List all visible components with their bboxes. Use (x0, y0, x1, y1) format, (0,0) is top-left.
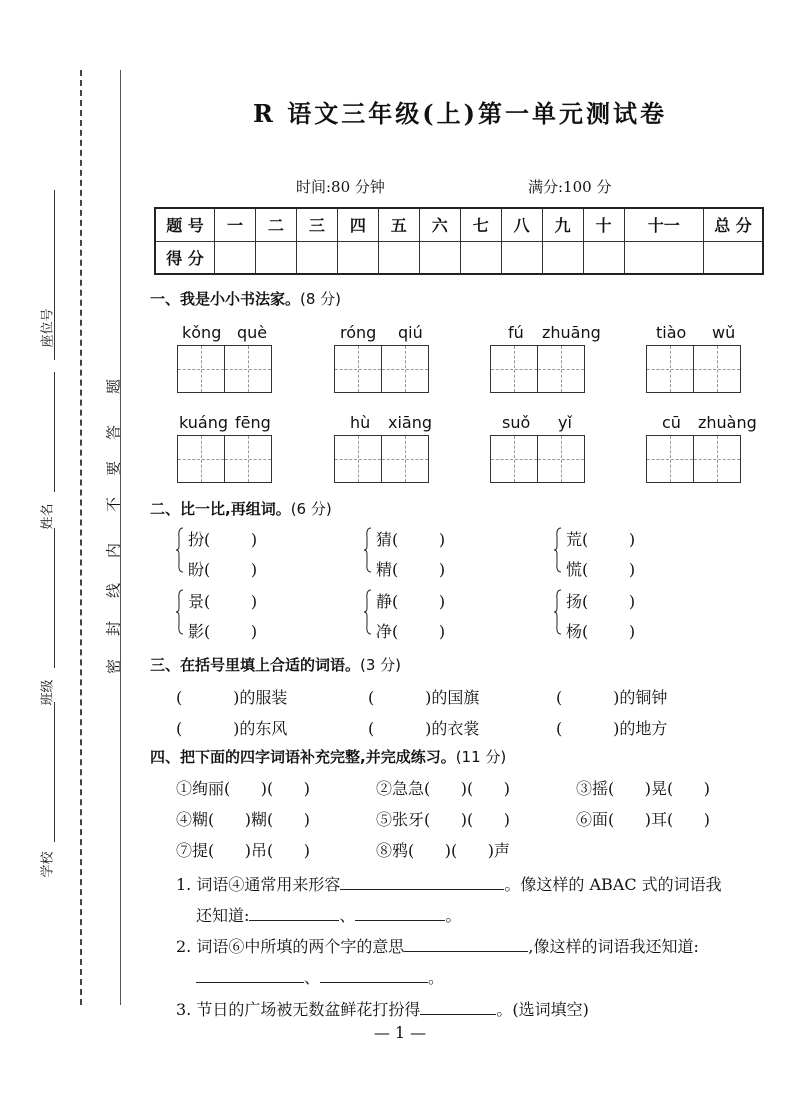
brace-icon (364, 589, 372, 635)
section-4-points: (11 分) (455, 748, 507, 766)
pinyin: xiāng (388, 413, 433, 432)
page-title: R 语文三年级(上)第一单元测试卷 (252, 99, 667, 128)
writing-grid[interactable] (334, 435, 429, 483)
question-1 (176, 872, 722, 895)
margin-line (120, 70, 121, 1005)
question-1-cont (196, 903, 461, 926)
pinyin: zhuāng (542, 323, 601, 342)
compare-item: 慌( ) (566, 560, 636, 579)
idiom-item: ①绚丽( )( ) (176, 779, 311, 798)
pinyin: kuáng (179, 413, 229, 432)
compare-item: 杨( ) (566, 622, 636, 641)
score-header-cell: 十一 (624, 208, 703, 241)
seal-char: 密 (104, 659, 123, 675)
seal-char: 不 (104, 497, 123, 513)
compare-item: 扬( ) (566, 592, 636, 611)
score-cell[interactable] (215, 241, 256, 274)
seal-char: 要 (104, 461, 123, 477)
fill-item: ( )的地方 (556, 719, 668, 738)
pinyin: zhuàng (698, 413, 757, 432)
school-label: 学校 (40, 851, 56, 878)
writing-grid[interactable] (334, 345, 429, 393)
writing-grid[interactable] (490, 345, 585, 393)
name-blank (54, 372, 55, 492)
answer-blank[interactable] (420, 998, 496, 1015)
idiom-item: ⑧鸦( )( )声 (376, 841, 511, 860)
pinyin: fēng (235, 413, 271, 432)
score-cell[interactable] (542, 241, 583, 274)
section-1-heading (150, 288, 341, 309)
section-3-points: (3 分) (360, 656, 402, 674)
compare-item: 荒( ) (566, 530, 636, 549)
seal-char: 答 (104, 425, 123, 441)
compare-pair (188, 587, 257, 647)
compare-item: 影( ) (188, 622, 258, 641)
pinyin: qiú (398, 323, 423, 342)
answer-blank[interactable] (404, 935, 528, 952)
brace-icon (364, 527, 372, 573)
score-cell[interactable] (704, 241, 764, 274)
compare-item: 精( ) (376, 560, 446, 579)
fill-item: ( )的衣裳 (368, 719, 480, 738)
brace-icon (176, 589, 184, 635)
score-header-cell: 八 (501, 208, 542, 241)
score-cell[interactable] (583, 241, 624, 274)
compare-item: 景( ) (188, 592, 258, 611)
writing-grid[interactable] (177, 345, 272, 393)
writing-grid[interactable] (646, 435, 741, 483)
fill-item: ( )的国旗 (368, 688, 480, 707)
score-header-cell: 一 (215, 208, 256, 241)
fill-item: ( )的东风 (176, 719, 288, 738)
cut-line-dashed (80, 70, 82, 1005)
answer-blank[interactable] (320, 966, 428, 983)
fill-item: ( )的服装 (176, 688, 288, 707)
compare-pair (376, 587, 445, 647)
compare-pair (566, 587, 635, 647)
score-cell[interactable] (296, 241, 337, 274)
question-text: 1. 词语④通常用来形容 (176, 875, 341, 894)
question-text: ,像这样的词语我还知道: (528, 937, 699, 956)
answer-blank[interactable] (340, 873, 504, 890)
question-text: 还知道: (196, 906, 250, 925)
compare-item: 扮( ) (188, 530, 258, 549)
idiom-item: ②急急( )( ) (376, 779, 511, 798)
section-3-heading (150, 654, 401, 675)
writing-grid[interactable] (177, 435, 272, 483)
section-3-title: 三、在括号里填上合适的词语。 (150, 656, 361, 674)
time-limit: 时间:80 分钟 (296, 178, 385, 196)
score-header-row (155, 208, 763, 241)
idiom-item: ⑤张牙( )( ) (376, 810, 511, 829)
score-header-cell: 十 (583, 208, 624, 241)
compare-item: 净( ) (376, 622, 446, 641)
answer-blank[interactable] (249, 904, 339, 921)
period: 。 (445, 906, 462, 925)
question-text: 。(选词填空) (496, 1000, 589, 1019)
compare-item: 静( ) (376, 592, 446, 611)
score-header-cell: 五 (378, 208, 419, 241)
score-input-row (155, 241, 763, 274)
score-header-cell: 七 (460, 208, 501, 241)
score-cell[interactable] (255, 241, 296, 274)
section-4-title: 四、把下面的四字词语补充完整,并完成练习。 (150, 748, 456, 766)
full-score: 满分:100 分 (528, 178, 612, 196)
pinyin: kǒng (182, 323, 222, 342)
idiom-item: ⑦提( )吊( ) (176, 841, 311, 860)
question-text: 3. 节日的广场被无数盆鲜花打扮得 (176, 1000, 421, 1019)
pinyin: què (237, 323, 268, 342)
pinyin: yǐ (558, 413, 572, 432)
question-2-cont (196, 965, 444, 988)
period: 。 (428, 968, 445, 987)
pinyin: suǒ (502, 413, 531, 432)
writing-grid[interactable] (646, 345, 741, 393)
seat-label: 座位号 (40, 308, 56, 348)
compare-item: 盼( ) (188, 560, 258, 579)
fill-item: ( )的铜钟 (556, 688, 668, 707)
score-header-cell: 总 分 (704, 208, 764, 241)
score-cell[interactable] (460, 241, 501, 274)
question-2 (176, 934, 699, 957)
score-cell[interactable] (337, 241, 378, 274)
answer-blank[interactable] (355, 904, 445, 921)
section-1-title: 一、我是小小书法家。 (150, 290, 301, 308)
pinyin: fú (508, 323, 524, 342)
compare-pair (188, 525, 257, 585)
compare-pair (566, 525, 635, 585)
pinyin: cū (662, 413, 681, 432)
score-header-cell: 三 (296, 208, 337, 241)
class-blank (54, 528, 55, 668)
seal-char: 内 (104, 543, 123, 559)
score-header-cell: 九 (542, 208, 583, 241)
score-cell[interactable] (378, 241, 419, 274)
name-label: 姓名 (40, 503, 56, 530)
score-table (154, 207, 764, 275)
score-cell[interactable] (624, 241, 703, 274)
section-4-heading (150, 746, 506, 767)
question-text: 。像这样的 ABAC 式的词语我 (504, 875, 722, 894)
pinyin: wǔ (712, 323, 736, 342)
class-label: 班级 (40, 679, 56, 706)
seal-char: 题 (104, 379, 123, 395)
page-number: — 1 — (373, 1023, 427, 1042)
section-2-title: 二、比一比,再组词。 (150, 500, 291, 518)
score-row-label: 得 分 (155, 241, 215, 274)
section-2-heading (150, 498, 332, 519)
score-header-cell: 六 (419, 208, 460, 241)
pinyin: tiào (656, 323, 687, 342)
answer-blank[interactable] (196, 966, 304, 983)
school-blank (54, 702, 55, 842)
writing-grid[interactable] (490, 435, 585, 483)
seal-char: 封 (104, 621, 123, 637)
pinyin: hù (350, 413, 371, 432)
brace-icon (554, 589, 562, 635)
question-text: 2. 词语⑥中所填的两个字的意思 (176, 937, 405, 956)
idiom-item: ④糊( )糊( ) (176, 810, 311, 829)
idiom-item: ③摇( )晃( ) (576, 779, 711, 798)
separator: 、 (339, 906, 356, 925)
score-header-cell: 题 号 (155, 208, 215, 241)
score-cell[interactable] (419, 241, 460, 274)
brace-icon (554, 527, 562, 573)
compare-pair (376, 525, 445, 585)
pinyin: róng (340, 323, 377, 342)
score-cell[interactable] (501, 241, 542, 274)
score-header-cell: 四 (337, 208, 378, 241)
compare-item: 猜( ) (376, 530, 446, 549)
score-header-cell: 二 (255, 208, 296, 241)
separator: 、 (304, 968, 321, 987)
idiom-item: ⑥面( )耳( ) (576, 810, 711, 829)
section-1-points: (8 分) (300, 290, 342, 308)
brace-icon (176, 527, 184, 573)
question-3 (176, 997, 589, 1020)
section-2-points: (6 分) (290, 500, 332, 518)
seal-char: 线 (104, 583, 123, 599)
